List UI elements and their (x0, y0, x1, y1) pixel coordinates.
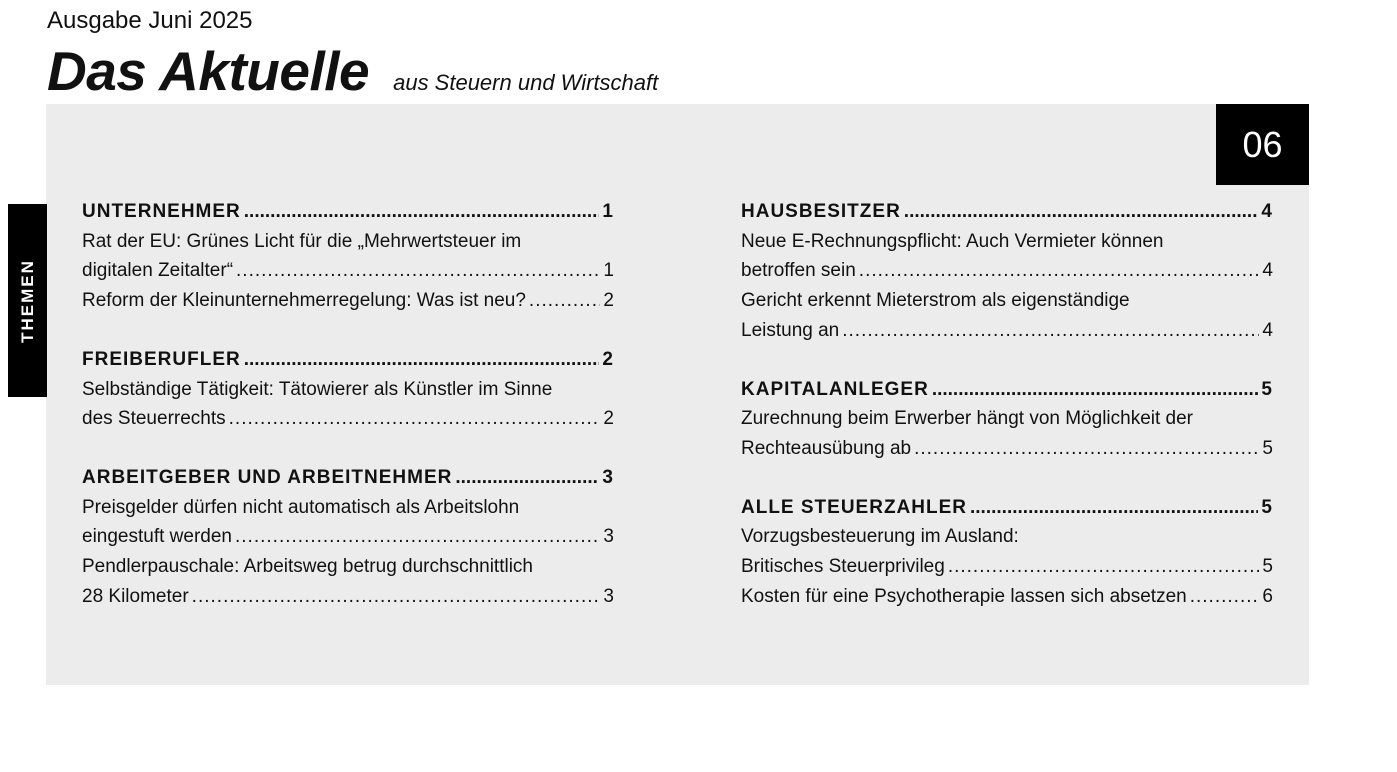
dot-leader (229, 404, 601, 434)
section-heading: HAUSBESITZER (741, 201, 901, 222)
entry-last-line (82, 404, 614, 434)
entry-title-text: Rechteausübung ab (741, 437, 912, 459)
section-heading-row[interactable] (741, 375, 1273, 405)
page-number: 5 (1262, 556, 1273, 578)
entry-title-line: Selbständige Tätigkeit: Tätowierer als Künstler im Sinne (82, 378, 553, 400)
entry-title-line: Preisgelder dürfen nicht automatisch als Arbeitslohn (82, 496, 520, 518)
toc-section (82, 197, 614, 316)
entry-title-line: Rat der EU: Grünes Licht für die „Mehrwertsteuer im (82, 230, 522, 252)
section-heading-row[interactable] (82, 345, 614, 375)
toc-column-right (741, 197, 1273, 640)
entry-last-line (82, 582, 614, 612)
entry-last-line (82, 522, 614, 552)
dot-leader (842, 316, 1259, 346)
entry-title-line: Gericht erkennt Mieterstrom als eigenständige (741, 290, 1130, 312)
page-number: 2 (602, 348, 614, 370)
dot-leader (859, 256, 1260, 286)
entry-title-text: Reform der Kleinunternehmerregelung: Was ist neu? (82, 290, 526, 312)
entry-last-line (741, 434, 1273, 464)
toc-section (741, 375, 1273, 464)
dot-leader (455, 463, 599, 493)
section-heading-row[interactable] (741, 493, 1273, 523)
page-number: 6 (1262, 585, 1273, 607)
publication-title: Das Aktuelle (47, 40, 370, 102)
dot-leader (932, 375, 1259, 405)
entry-title-text: betroffen sein (741, 260, 856, 282)
toc-entry[interactable] (82, 493, 614, 552)
dot-leader (236, 256, 600, 286)
toc-section (741, 197, 1273, 346)
section-heading: KAPITALANLEGER (741, 378, 929, 400)
page-number: 1 (603, 260, 614, 282)
entry-last-line (741, 316, 1273, 346)
entry-last-line (741, 582, 1273, 612)
toc-section (82, 463, 614, 612)
toc-entry[interactable] (741, 286, 1273, 345)
entry-title-text: Britisches Steuerprivileg (741, 556, 945, 578)
toc-entry[interactable] (741, 522, 1273, 581)
toc-entry[interactable] (82, 375, 614, 434)
entry-title-line: Pendlerpauschale: Arbeitsweg betrug durchschnittlich (82, 556, 533, 578)
dot-leader (1190, 582, 1260, 612)
dot-leader (244, 345, 600, 375)
dot-leader (192, 582, 601, 612)
entry-last-line (82, 286, 614, 316)
entry-title-text: 28 Kilometer (82, 585, 189, 607)
entry-title-text: digitalen Zeitalter“ (82, 260, 234, 282)
entry-title-text: Kosten für eine Psychotherapie lassen sich absetzen (741, 585, 1187, 607)
dot-leader (948, 552, 1260, 582)
toc-entry[interactable] (82, 552, 614, 611)
entry-last-line (741, 256, 1273, 286)
entry-title-line: Neue E-Rechnungspflicht: Auch Vermieter können (741, 230, 1164, 252)
dot-leader (235, 522, 600, 552)
page-number: 2 (603, 290, 614, 312)
issue-number-badge: 06 (1216, 104, 1309, 185)
page-number: 1 (602, 201, 614, 222)
dot-leader (914, 434, 1259, 464)
entry-last-line (741, 552, 1273, 582)
page-number: 3 (603, 526, 614, 548)
section-heading: ALLE STEUERZAHLER (741, 496, 967, 518)
toc-section (741, 493, 1273, 612)
page-number: 3 (602, 466, 614, 488)
section-heading: FREIBERUFLER (82, 348, 241, 370)
publication-subtitle: aus Steuern und Wirtschaft (393, 70, 659, 95)
masthead (47, 38, 658, 104)
page-number: 3 (603, 585, 614, 607)
entry-last-line (82, 256, 614, 286)
dot-leader (529, 286, 601, 316)
section-heading-row[interactable] (82, 463, 614, 493)
side-tab-label: THEMEN (17, 258, 37, 343)
section-heading-row[interactable] (82, 197, 614, 227)
issue-date: Ausgabe Juni 2025 (47, 7, 253, 34)
page-number: 4 (1261, 201, 1273, 222)
page-number: 2 (603, 408, 614, 430)
page-number: 5 (1261, 378, 1273, 400)
toc-entry[interactable] (82, 286, 614, 316)
entry-title-text: eingestuft werden (82, 526, 232, 548)
page-number: 4 (1262, 319, 1273, 341)
dot-leader (970, 493, 1258, 523)
page-number: 4 (1262, 260, 1273, 282)
section-heading: UNTERNEHMER (82, 201, 241, 222)
toc-entry[interactable] (741, 582, 1273, 612)
toc-column-left (82, 197, 614, 640)
dot-leader (904, 197, 1259, 227)
entry-title-line: Vorzugsbesteuerung im Ausland: (741, 526, 1019, 548)
toc-entry[interactable] (741, 404, 1273, 463)
toc-section (82, 345, 614, 434)
dot-leader (244, 197, 600, 227)
section-heading-row[interactable] (741, 197, 1273, 227)
page-number: 5 (1261, 496, 1273, 518)
themen-side-tab (8, 204, 47, 397)
entry-title-text: Leistung an (741, 319, 840, 341)
toc-entry[interactable] (82, 227, 614, 286)
toc-entry[interactable] (741, 227, 1273, 286)
entry-title-text: des Steuerrechts (82, 408, 226, 430)
section-heading: ARBEITGEBER UND ARBEITNEHMER (82, 466, 453, 488)
entry-title-line: Zurechnung beim Erwerber hängt von Möglichkeit der (741, 408, 1194, 430)
page-number: 5 (1262, 437, 1273, 459)
